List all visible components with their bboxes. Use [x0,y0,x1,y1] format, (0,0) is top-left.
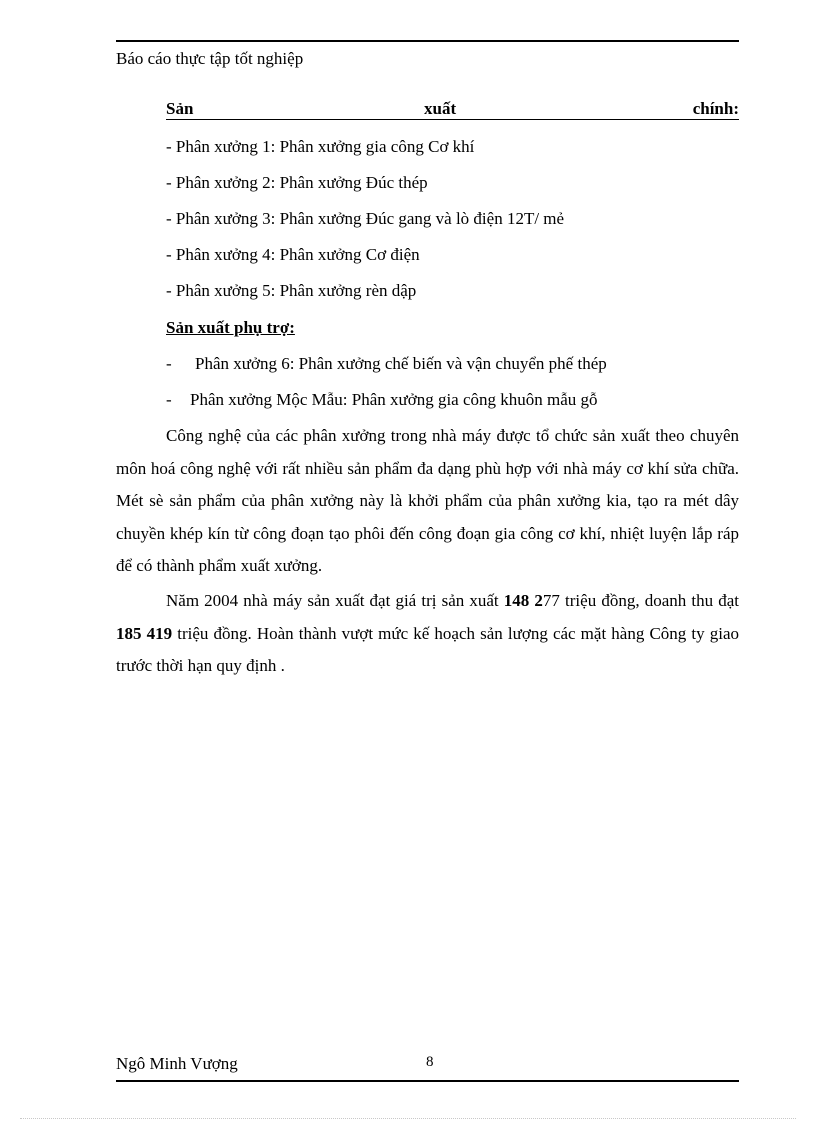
paragraph-results [116,585,739,683]
results-text: triệu đồng. Hoàn thành vượt mức kế hoạch sản lượng các mặt hàng Công ty giao trước thời hạn quy định . [116,623,739,675]
footer-rule [116,1080,739,1082]
paragraph-technology: Công nghệ của các phân xưởng trong nhà máy được tổ chức sản xuất theo chuyên môn hoá công nghệ với rất nhiều sản phẩm đa dạng phù hợp với nhà máy cơ khí sửa chữa. Mét sè sản phẩm của phân xưởng này là khởi phẩm của phân xưởng kia, tạo ra mét dây chuyền khép kín từ công đoạn tạo phôi đến công đoạn gia công cơ khí, nhiệt luyện lắp ráp để có thành phẩm xuất xưởng. [116,426,739,575]
revenue-value: 185 419 [116,623,173,643]
list-item: - Phân xưởng 5: Phân xưởng rèn dập [166,281,417,300]
list-item: - Phân xưởng 4: Phân xưởng Cơ điện [166,245,420,264]
heading-underline [166,119,739,120]
document-header-title: Báo cáo thực tập tốt nghiệp [116,49,304,68]
header-rule [116,40,739,42]
production-value: 148 2 [503,591,543,610]
heading-word-1: Sản [166,99,194,118]
results-text: Năm 2004 nhà máy sản xuất đạt giá trị sản xuất [166,591,504,610]
list-item: - Phân xưởng 1: Phân xưởng gia công Cơ khí [166,137,475,156]
page-number: 8 [426,1054,434,1070]
list-item-dash: - [166,390,172,409]
footer-author: Ngô Minh Vượng [116,1054,238,1073]
results-text: 77 triệu đồng, doanh thu đạt [542,591,740,610]
list-item: - Phân xưởng 3: Phân xưởng Đúc gang và lò điện 12T/ mẻ [166,209,565,228]
page-bottom-dotted-border [20,1118,796,1119]
aux-production-heading: Sản xuất phụ trợ: [166,318,295,337]
list-item: Phân xưởng Mộc Mẫu: Phân xưởng gia công khuôn mẫu gỗ [190,390,598,409]
list-item: Phân xưởng 6: Phân xưởng chế biến và vận chuyển phế thép [195,354,607,373]
heading-word-2: xuất [424,99,457,118]
list-item-dash: - [166,354,172,373]
heading-word-3: chính: [692,99,739,118]
list-item: - Phân xưởng 2: Phân xưởng Đúc thép [166,173,428,192]
main-production-heading [166,99,739,121]
